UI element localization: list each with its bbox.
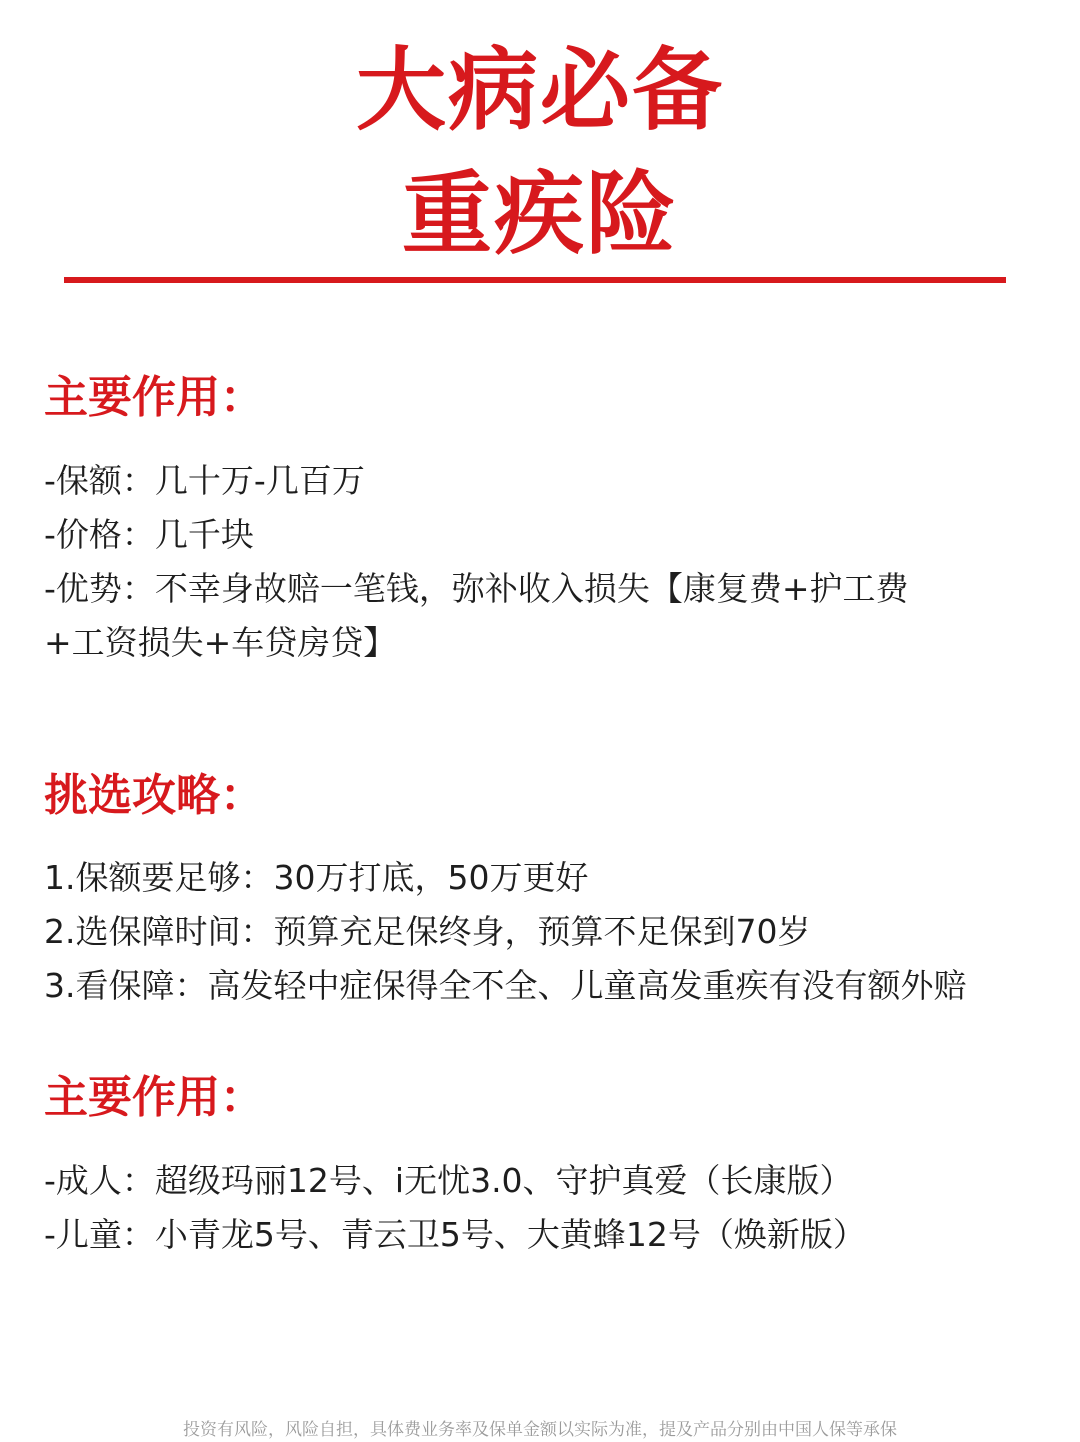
disclaimer-footer: 投资有风险，风险自担，具体费业务率及保单金额以实际为准，提及产品分别由中国人保等承保 xyxy=(183,1420,897,1440)
list-item: 1.保额要足够：30万打底，50万更好 xyxy=(44,858,589,897)
list-item: +工资损失+车贷房贷】 xyxy=(44,623,397,662)
section-heading-main-function: 主要作用： xyxy=(44,372,264,423)
section-list-selection-guide xyxy=(44,851,1044,1013)
page-title-line-1: 大病必备 xyxy=(356,38,724,143)
list-item: -儿童：小青龙5号、青云卫5号、大黄蜂12号（焕新版） xyxy=(44,1215,866,1254)
section-list-main-function xyxy=(44,454,1044,670)
section-list-recommended-products xyxy=(44,1154,1044,1262)
section-heading-recommended-products: 主要作用： xyxy=(44,1072,264,1123)
list-item: -成人：超级玛丽12号、i无忧3.0、守护真爱（长康版） xyxy=(44,1161,853,1200)
list-item: 2.选保障时间：预算充足保终身，预算不足保到70岁 xyxy=(44,912,811,951)
list-item: -保额：几十万-几百万 xyxy=(44,461,365,500)
page-title-line-2: 重疾险 xyxy=(402,162,678,267)
list-item: -价格：几千块 xyxy=(44,515,254,554)
section-heading-selection-guide: 挑选攻略： xyxy=(44,770,264,821)
title-divider xyxy=(64,277,1006,283)
list-item: 3.看保障：高发轻中症保得全不全、儿童高发重疾有没有额外赔 xyxy=(44,966,967,1005)
list-item: -优势：不幸身故赔一笔钱，弥补收入损失【康复费+护工费 xyxy=(44,569,909,608)
